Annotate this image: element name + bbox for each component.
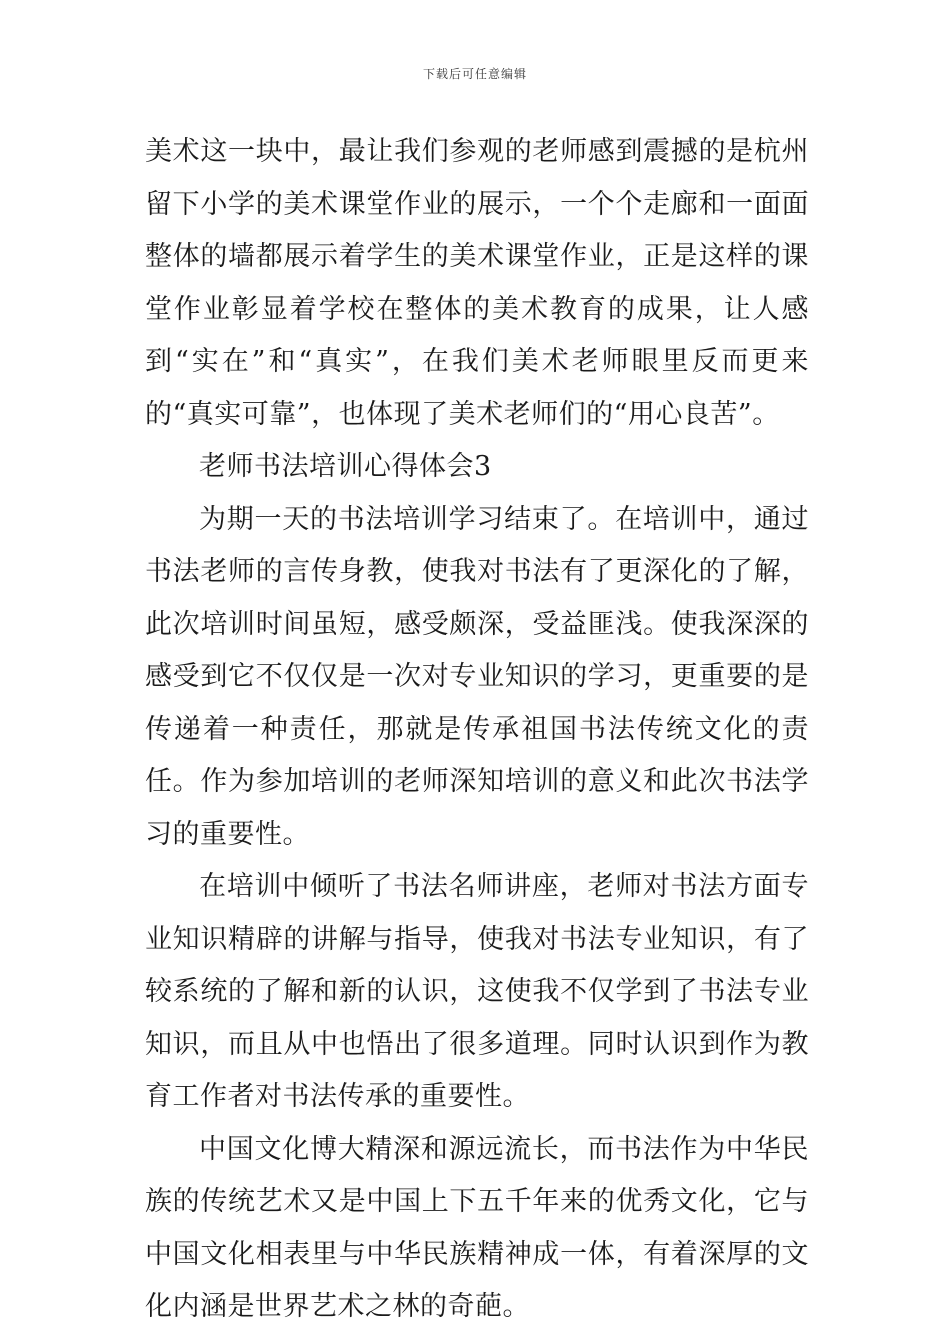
paragraph-art-display: 美术这一块中，最让我们参观的老师感到震撼的是杭州留下小学的美术课堂作业的展示，一个个走廊和一面面整体的墙都展示着学生的美术课堂作业，正是这样的课堂作业彰显着学校在整体的美术教育的成果，让人感到“实在”和“真实”，在我们美术老师眼里反而更来的“真实可靠”，也体现了美术老师们的“用心良苦”。: [145, 136, 809, 430]
section-heading: 老师书法培训心得体会3: [199, 451, 492, 482]
paragraph-culture: 中国文化博大精深和源远流长，而书法作为中华民族的传统艺术又是中国上下五千年来的优秀文化，它与中国文化相表里与中华民族精神成一体，有着深厚的文化内涵是世界艺术之林的奇葩。: [145, 1133, 809, 1322]
paragraph-training-summary: 为期一天的书法培训学习结束了。在培训中，通过书法老师的言传身教，使我对书法有了更深化的了解，此次培训时间虽短，感受颇深，受益匪浅。使我深深的感受到它不仅仅是一次对专业知识的学习，更重要的是传递着一种责任，那就是传承祖国书法传统文化的责任。作为参加培训的老师深知培训的意义和此次书法学习的重要性。: [145, 503, 809, 850]
document-body: [145, 126, 809, 1334]
paragraph-lecture: 在培训中倾听了书法名师讲座，老师对书法方面专业知识精辟的讲解与指导，使我对书法专业知识，有了较系统的了解和新的认识，这使我不仅学到了书法专业知识，而且从中也悟出了很多道理。同时认识到作为教育工作者对书法传承的重要性。: [145, 871, 809, 1112]
page-header: 下载后可任意编辑: [422, 67, 527, 81]
